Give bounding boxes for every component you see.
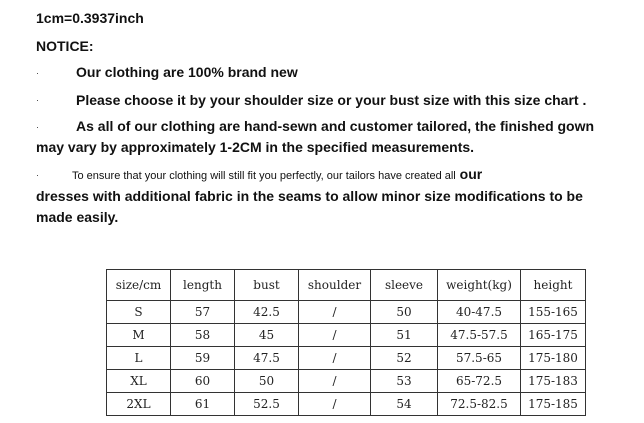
table-row	[107, 370, 586, 393]
table-row	[107, 301, 586, 324]
cell-size: 2XL	[107, 393, 171, 416]
cell-weight: 57.5-65	[438, 347, 521, 370]
cell-shoulder: /	[299, 301, 371, 324]
cell-height: 155-165	[521, 301, 586, 324]
cell-sleeve: 53	[371, 370, 438, 393]
cell-bust: 52.5	[235, 393, 299, 416]
notice-item-4-line-1	[72, 166, 482, 182]
header-size: size/cm	[107, 270, 171, 301]
cell-sleeve: 51	[371, 324, 438, 347]
cell-shoulder: /	[299, 324, 371, 347]
cell-length: 57	[171, 301, 235, 324]
header-height: height	[521, 270, 586, 301]
header-weight: weight(kg)	[438, 270, 521, 301]
size-chart-header-row	[107, 270, 586, 301]
cell-length: 59	[171, 347, 235, 370]
cell-shoulder: /	[299, 393, 371, 416]
cell-length: 61	[171, 393, 235, 416]
cell-bust: 50	[235, 370, 299, 393]
cell-length: 58	[171, 324, 235, 347]
header-bust: bust	[235, 270, 299, 301]
bullet-4: ·	[36, 170, 39, 180]
notice-item-4-bold-text: our	[459, 166, 483, 182]
cell-size: XL	[107, 370, 171, 393]
cell-sleeve: 52	[371, 347, 438, 370]
cell-shoulder: /	[299, 370, 371, 393]
notice-item-3-line-1: As all of our clothing are hand-sewn and customer tailored, the finished gown	[76, 118, 595, 134]
notice-item-4-line-3: made easily.	[36, 209, 119, 225]
cell-bust: 47.5	[235, 347, 299, 370]
notice-item-4-small-text: To ensure that your clothing will still fit you perfectly, our tailors have created all	[72, 170, 456, 182]
header-length: length	[171, 270, 235, 301]
bullet-1: ·	[36, 68, 39, 78]
header-shoulder: shoulder	[299, 270, 371, 301]
conversion-text: 1cm=0.3937inch	[36, 10, 144, 26]
cell-weight: 40-47.5	[438, 301, 521, 324]
bullet-2: ·	[36, 95, 39, 105]
cell-sleeve: 50	[371, 301, 438, 324]
cell-bust: 45	[235, 324, 299, 347]
notice-item-2: Please choose it by your shoulder size or your bust size with this size chart .	[76, 92, 587, 108]
cell-height: 175-183	[521, 370, 586, 393]
cell-shoulder: /	[299, 347, 371, 370]
cell-weight: 65-72.5	[438, 370, 521, 393]
table-row	[107, 393, 586, 416]
bullet-3: ·	[36, 122, 39, 132]
cell-size: L	[107, 347, 171, 370]
size-chart-table	[106, 269, 586, 416]
notice-item-1: Our clothing are 100% brand new	[76, 64, 298, 80]
cell-size: S	[107, 301, 171, 324]
cell-height: 175-180	[521, 347, 586, 370]
cell-height: 175-185	[521, 393, 586, 416]
cell-length: 60	[171, 370, 235, 393]
cell-weight: 47.5-57.5	[438, 324, 521, 347]
cell-weight: 72.5-82.5	[438, 393, 521, 416]
table-row	[107, 347, 586, 370]
notice-heading: NOTICE:	[36, 38, 94, 54]
cell-sleeve: 54	[371, 393, 438, 416]
notice-item-4-line-2: dresses with additional fabric in the seams to allow minor size modifications to be	[36, 188, 583, 204]
cell-height: 165-175	[521, 324, 586, 347]
cell-bust: 42.5	[235, 301, 299, 324]
table-row	[107, 324, 586, 347]
header-sleeve: sleeve	[371, 270, 438, 301]
notice-item-3-line-2: may vary by approximately 1-2CM in the specified measurements.	[36, 139, 475, 155]
cell-size: M	[107, 324, 171, 347]
